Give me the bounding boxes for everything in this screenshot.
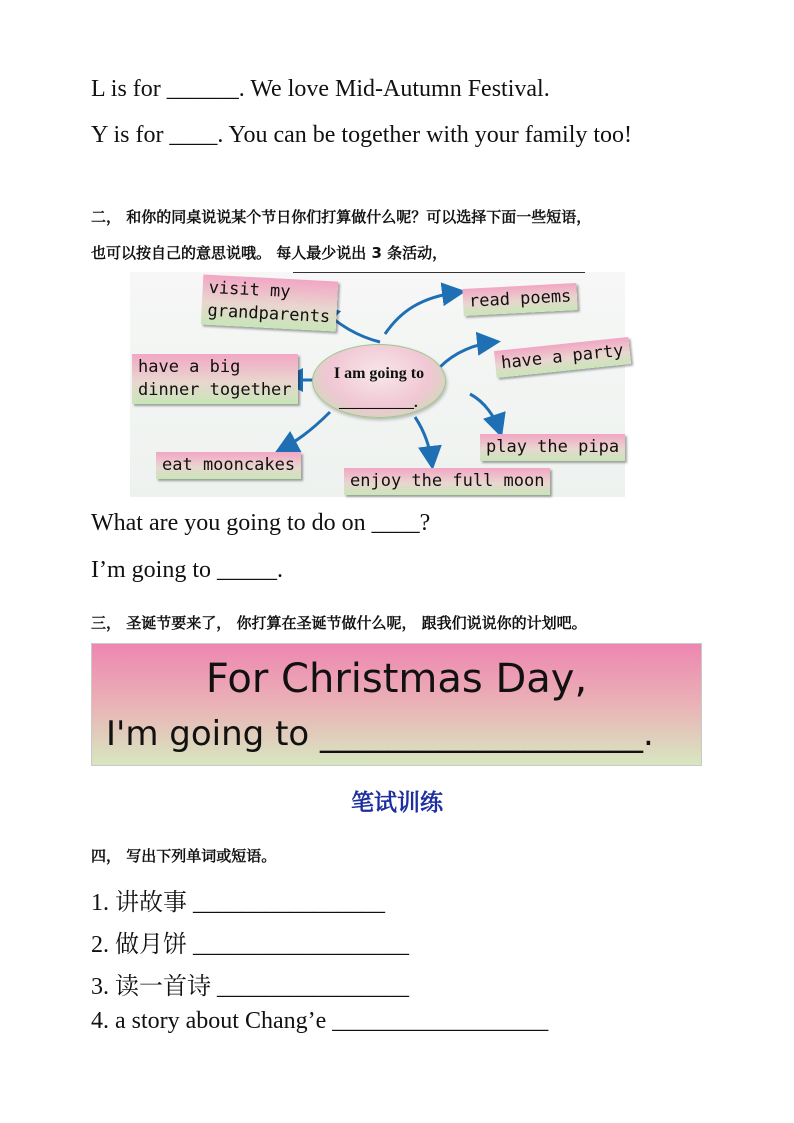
phrase-big-dinner: have a big dinner together [132, 354, 298, 404]
phrase-enjoy-full-moon: enjoy the full moon [344, 468, 550, 495]
arrow-to-party [440, 342, 495, 367]
question-line: What are you going to do on ____? [91, 510, 431, 536]
word-item-2: 2. 做月饼 __________________ [91, 932, 409, 958]
phrase-visit-grandparents: visit my grandparents [201, 275, 338, 332]
line-y-is-for: Y is for ____. You can be together with your family too! [91, 122, 633, 148]
center-text: I am going to [333, 365, 425, 382]
banner-line-2: I'm going to ___________________. [106, 714, 654, 754]
section-two-instruction-2: 也可以按自己的意思说哦。 每人最少说出 3 条活动， [91, 244, 448, 262]
phrase-have-a-party: have a party [494, 337, 631, 378]
section-two-instruction-1: 二， 和你的同桌说说某个节日你们打算做什么呢？可以选择下面一些短语， [91, 208, 592, 226]
line-l-is-for: L is for ______. We love Mid-Autumn Festival. [91, 76, 550, 102]
word-item-4: 4. a story about Chang’e __________________ [91, 1008, 549, 1034]
banner-line-1: For Christmas Day, [205, 656, 588, 702]
section-four-instruction: 四， 写出下列单词或短语。 [91, 847, 277, 865]
mind-map-center [312, 344, 446, 418]
phrase-eat-mooncakes: eat mooncakes [156, 452, 301, 479]
arrow-to-moon [415, 417, 432, 464]
christmas-banner [91, 643, 702, 766]
center-blank: __________. [339, 395, 418, 411]
word-item-3: 3. 读一首诗 ________________ [91, 974, 409, 1000]
written-practice-heading: 笔试训练 [351, 790, 443, 816]
arrow-to-mooncakes [280, 412, 330, 450]
arrow-to-read-poems [385, 292, 460, 334]
section-three-instruction: 三， 圣诞节要来了， 你打算在圣诞节做什么呢， 跟我们说说你的计划吧。 [91, 614, 587, 632]
phrase-read-poems: read poems [462, 283, 578, 316]
word-item-1: 1. 讲故事 ________________ [91, 890, 385, 916]
answer-line: I’m going to _____. [91, 557, 283, 583]
phrase-play-the-pipa: play the pipa [480, 434, 625, 461]
arrow-to-pipa [470, 394, 500, 432]
mind-map [130, 272, 625, 497]
